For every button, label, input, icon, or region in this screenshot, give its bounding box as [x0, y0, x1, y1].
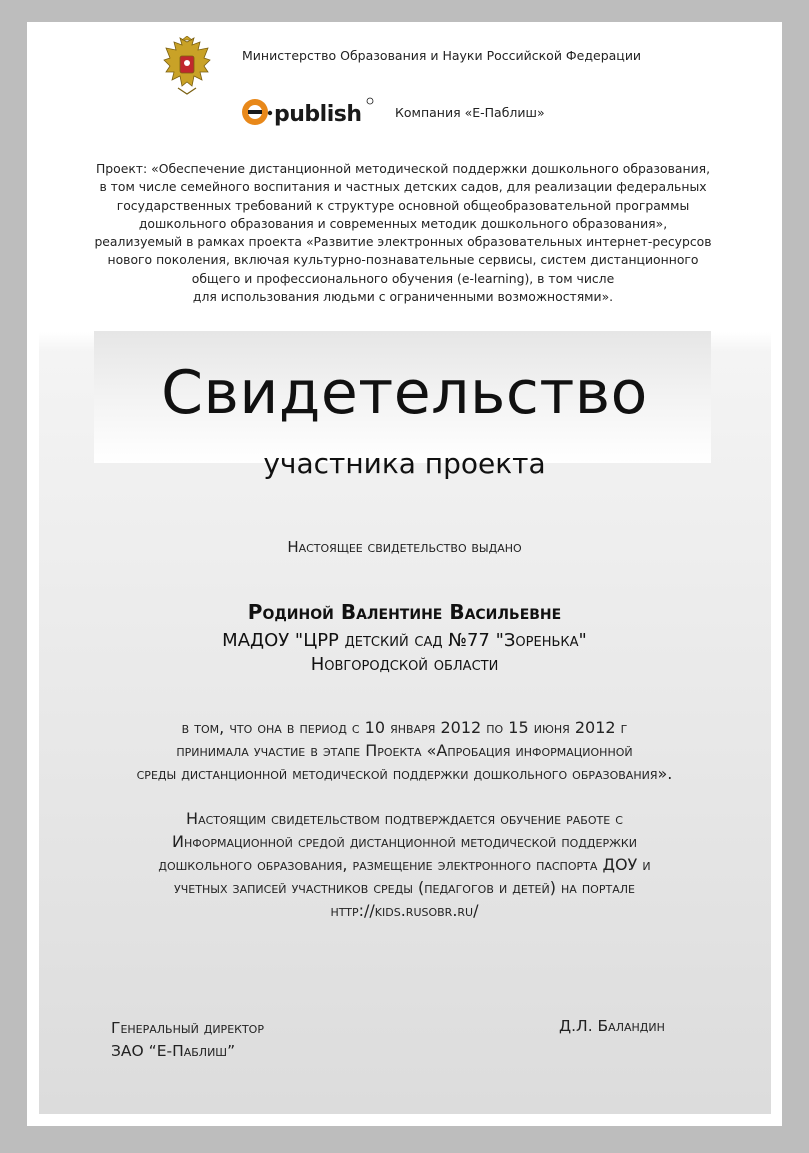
svg-text:publish: publish — [274, 102, 362, 127]
paragraph-line: Настоящим свидетельством подтверждается обучение работе с — [186, 809, 623, 828]
portal-url: http://kids.rusobr.ru/ — [330, 901, 479, 920]
organization-line: МАДОУ "ЦРР детский сад №77 "Зоренька" — [222, 630, 587, 651]
paragraph-line: Информационной средой дистанционной методической поддержки — [172, 832, 637, 851]
participation-paragraph — [27, 716, 782, 785]
position-title: Генеральный директор — [111, 1019, 264, 1037]
paragraph-line: дошкольного образования, размещение электронного паспорта ДОУ и — [158, 855, 651, 874]
project-description — [57, 160, 749, 306]
signatory-name: Д.Л. Баландин — [559, 1017, 665, 1035]
project-line: дошкольного образования и современных методик дошкольного образования», — [138, 215, 668, 231]
signatory-position — [111, 1017, 264, 1063]
paragraph-line: среды дистанционной методической поддержки дошкольного образования». — [136, 764, 673, 783]
paragraph-line: в том, что она в период с 10 января 2012 по 15 июня 2012 г — [181, 718, 628, 737]
project-line: Проект: «Обеспечение дистанционной методической поддержки дошкольного образования, — [95, 161, 711, 176]
paragraph-line: учетных записей участников среды (педагогов и детей) на портале — [174, 878, 635, 897]
project-line: для использования людьми с ограниченными возможностями». — [192, 289, 614, 305]
recipient-name: Родиной Валентине Васильевне — [247, 600, 562, 624]
ministry-name: Министерство Образования и Науки Российской Федерации — [242, 48, 642, 63]
project-line: реализуемый в рамках проекта «Развитие электронных образовательных интернет-ресурсов — [94, 234, 712, 250]
company-name: Компания «Е-Паблиш» — [395, 105, 545, 120]
issued-to-label: Настоящее свидетельство выдано — [287, 538, 522, 556]
project-line: в том числе семейного воспитания и частных детских садов, для реализации федеральных — [99, 179, 707, 195]
organization-region: Новгородской области — [310, 654, 499, 675]
certificate-sheet — [27, 22, 782, 1126]
project-line: общего и профессионального обучения (e-learning), в том числе — [191, 270, 615, 286]
epublish-logo — [239, 92, 375, 132]
certificate-title: Свидетельство — [161, 358, 648, 428]
company-legal-name: ЗАО “Е-Паблиш” — [111, 1042, 236, 1060]
training-paragraph — [27, 807, 782, 922]
paragraph-line: принимала участие в этапе Проекта «Апробация информационной — [176, 741, 633, 760]
project-line: государственных требований к структуре основной общеобразовательной программы — [116, 197, 690, 213]
project-line: нового поколения, включая культурно-познавательные сервисы, систем дистанционного — [107, 252, 699, 268]
certificate-subtitle: участника проекта — [263, 447, 546, 480]
russian-coat-of-arms-icon — [160, 36, 214, 96]
